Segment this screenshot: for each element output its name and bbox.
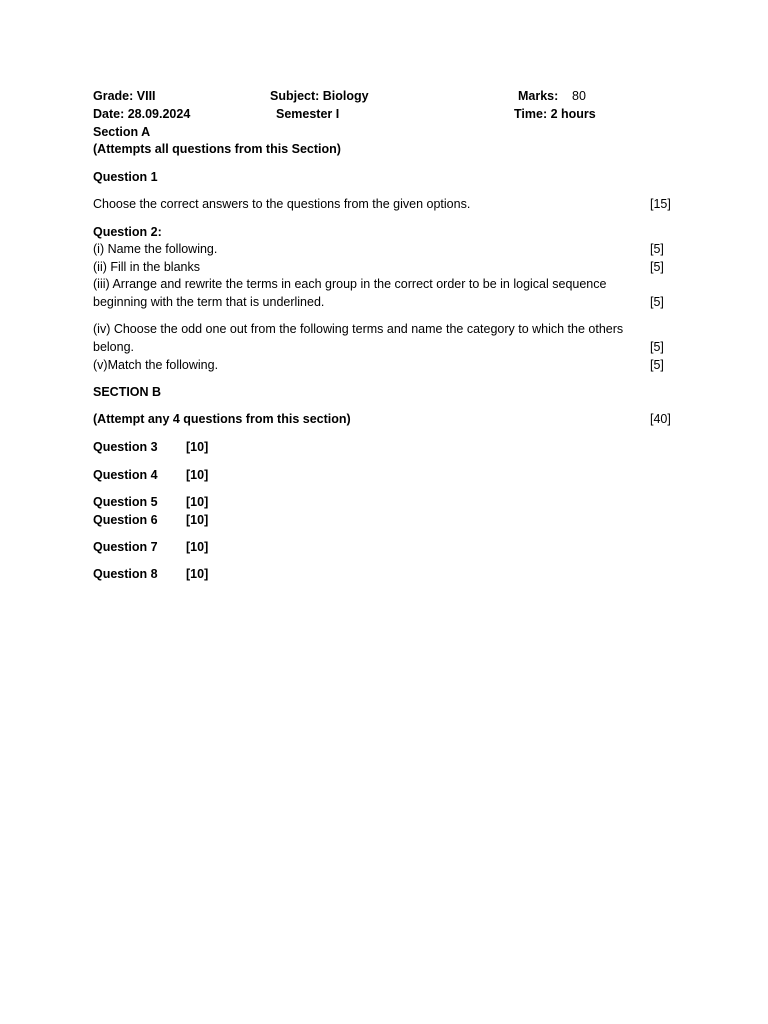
q2-part-v-text: (v)Match the following. bbox=[93, 358, 219, 372]
q2-part-v-marks: [5] bbox=[650, 358, 664, 372]
question-6-label: Question 6 bbox=[93, 513, 158, 527]
question-7-label: Question 7 bbox=[93, 540, 158, 554]
semester-label: Semester I bbox=[276, 107, 340, 121]
q2-part-ii-text: (ii) Fill in the blanks bbox=[93, 260, 200, 274]
q2-part-iii-line-2: beginning with the term that is underlined. bbox=[93, 295, 325, 309]
q2-part-iv-marks: [5] bbox=[650, 340, 664, 354]
q2-part-ii-marks: [5] bbox=[650, 260, 664, 274]
question-1-title: Question 1 bbox=[93, 170, 158, 184]
marks-value: 80 bbox=[572, 89, 586, 103]
question-5-label: Question 5 bbox=[93, 495, 158, 509]
section-a-instruction: (Attempts all questions from this Section) bbox=[93, 142, 341, 156]
question-4-marks: [10] bbox=[186, 468, 209, 482]
question-1-marks: [15] bbox=[650, 197, 671, 211]
q2-part-iii-marks: [5] bbox=[650, 295, 664, 309]
q2-part-iv-line-2: belong. bbox=[93, 340, 135, 354]
question-5-marks: [10] bbox=[186, 495, 209, 509]
question-8-label: Question 8 bbox=[93, 567, 158, 581]
question-1-text: Choose the correct answers to the questions from the given options. bbox=[93, 197, 471, 211]
question-3-marks: [10] bbox=[186, 440, 209, 454]
question-6-marks: [10] bbox=[186, 513, 209, 527]
grade-label: Grade: VIII bbox=[93, 89, 156, 103]
question-8-marks: [10] bbox=[186, 567, 209, 581]
question-3-label: Question 3 bbox=[93, 440, 158, 454]
marks-label: Marks: bbox=[518, 89, 559, 103]
q2-part-iv-line-1: (iv) Choose the odd one out from the following terms and name the category to which the others bbox=[93, 322, 624, 336]
date-label: Date: 28.09.2024 bbox=[93, 107, 191, 121]
section-b-instruction: (Attempt any 4 questions from this section) bbox=[93, 412, 351, 426]
q2-part-iii-line-1: (iii) Arrange and rewrite the terms in each group in the correct order to be in logical sequence bbox=[93, 277, 607, 291]
section-a-title: Section A bbox=[93, 125, 151, 139]
q2-part-i-marks: [5] bbox=[650, 242, 664, 256]
question-4-label: Question 4 bbox=[93, 468, 158, 482]
time-label: Time: 2 hours bbox=[514, 107, 596, 121]
section-b-title: SECTION B bbox=[93, 385, 162, 399]
section-b-marks: [40] bbox=[650, 412, 671, 426]
question-2-title: Question 2: bbox=[93, 225, 162, 239]
subject-label: Subject: Biology bbox=[270, 89, 369, 103]
q2-part-i-text: (i) Name the following. bbox=[93, 242, 218, 256]
question-7-marks: [10] bbox=[186, 540, 209, 554]
